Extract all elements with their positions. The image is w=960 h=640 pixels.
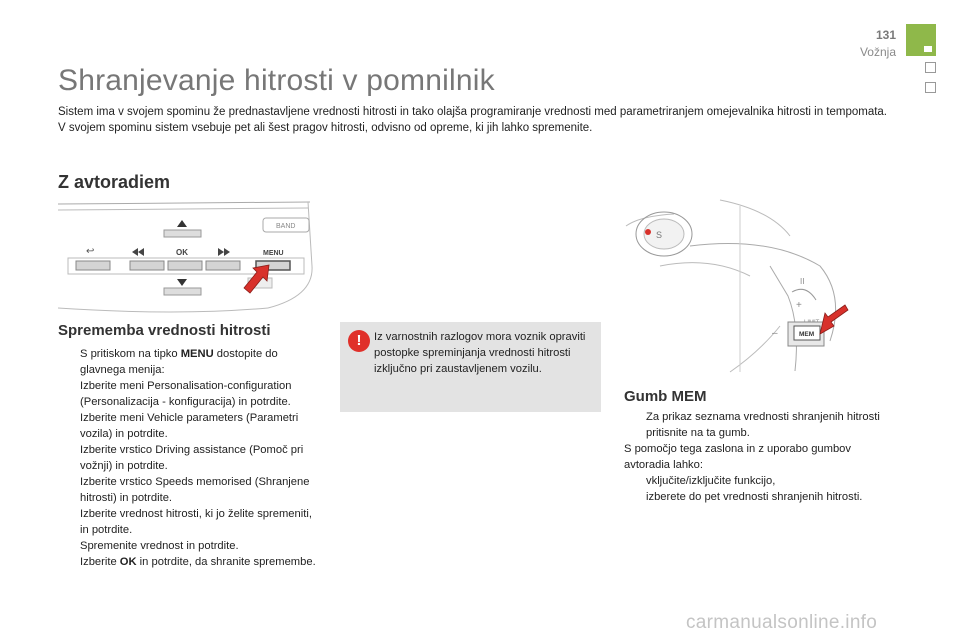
list-item: vključite/izključite funkcijo, xyxy=(646,475,776,487)
intro-paragraph: V svojem spominu sistem vsebuje pet ali šest pragov hitrosti, odvisno od opreme, ki jih lahko spremenite. xyxy=(58,122,593,134)
mem-list xyxy=(624,409,886,505)
chapter-tab-box[interactable] xyxy=(925,62,936,73)
menu-label: MENU xyxy=(263,250,284,257)
intro-text xyxy=(58,104,898,136)
warning-box xyxy=(340,322,601,412)
chapter-tab-box[interactable] xyxy=(925,82,936,93)
band-label: BAND xyxy=(276,223,296,230)
fast-forward-icon xyxy=(218,248,224,256)
subheading-change-speed: Sprememba vrednosti hitrosti xyxy=(58,322,271,339)
section-label: Vožnja xyxy=(859,45,896,59)
svg-text:–: – xyxy=(772,328,778,339)
svg-text:II: II xyxy=(800,277,805,286)
radio-panel-drawing xyxy=(58,196,320,314)
svg-text:+: + xyxy=(796,300,802,311)
svg-text:S: S xyxy=(656,230,663,240)
list-item: S pritiskom na tipko MENU dostopite do glavnega menija: xyxy=(80,348,278,376)
list-item: Izberite meni Personalisation-configuration (Personalizacija - konfiguracija) in potrdite. xyxy=(80,380,292,408)
tab-indicator-icon xyxy=(924,46,932,52)
list-item: Izberite vrednost hitrosti, ki jo želite spremeniti, in potrdite. xyxy=(80,508,312,536)
chapter-tab-active[interactable] xyxy=(906,24,936,56)
arrow-down-icon xyxy=(177,279,187,286)
warning-text: Iz varnostnih razlogov mora voznik opraviti postopke spreminjanja vrednosti hitrosti izključno pri zaustavljenem vozilu. xyxy=(374,331,586,375)
watermark: carmanualsonline.info xyxy=(686,612,878,633)
rewind-icon xyxy=(132,248,138,256)
steering-wheel-illustration xyxy=(620,196,865,376)
mem-paragraph: S pomočjo tega zaslona in z uporabo gumbov avtoradia lahko: xyxy=(624,443,852,471)
list-item: Izberite vrstico Driving assistance (Pomoč pri vožnji) in potrdite. xyxy=(80,444,304,472)
pointer-arrow-icon xyxy=(820,305,848,334)
list-item: Izberite meni Vehicle parameters (Parametri vozila) in potrdite. xyxy=(80,412,299,440)
section-heading: Z avtoradiem xyxy=(58,172,171,192)
steering-wheel-drawing xyxy=(620,196,865,376)
list-item: Za prikaz seznama vrednosti shranjenih hitrosti pritisnite na ta gumb. xyxy=(646,411,880,439)
radio-panel-illustration xyxy=(58,196,320,314)
arrow-up-icon xyxy=(177,220,187,227)
warning-icon: ! xyxy=(348,330,370,352)
page-number: 131 xyxy=(875,28,896,42)
intro-paragraph: Sistem ima v svojem spominu že prednastavljene vrednosti hitrosti in tako olajša programiranje vrednosti med parametriranjem omejevalnika hitrosti in tempomata. xyxy=(58,106,888,118)
subheading-mem-button: Gumb MEM xyxy=(624,388,707,405)
list-item: Izberite OK in potrdite, da shranite spremembe. xyxy=(80,556,316,568)
steps-list xyxy=(58,346,323,570)
list-item: izberete do pet vrednosti shranjenih hitrosti. xyxy=(646,491,863,503)
list-item: Izberite vrstico Speeds memorised (Shranjene hitrosti) in potrdite. xyxy=(80,476,310,504)
mem-label: MEM xyxy=(799,331,815,338)
list-item: Spremenite vrednost in potrdite. xyxy=(80,540,239,552)
ok-label: OK xyxy=(176,248,188,257)
page-title: Shranjevanje hitrosti v pomnilnik xyxy=(58,64,495,97)
svg-text:↩: ↩ xyxy=(86,246,95,257)
